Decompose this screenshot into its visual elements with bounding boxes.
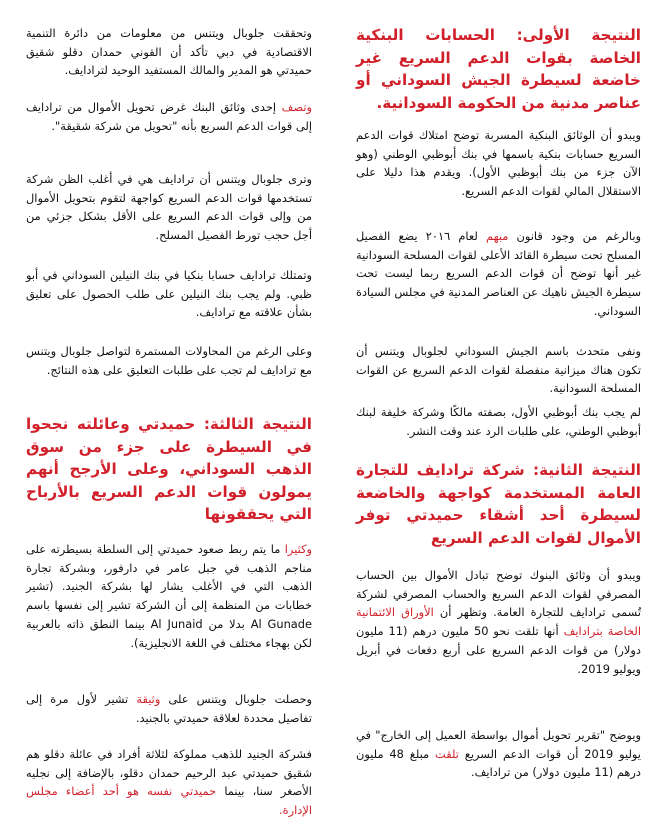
highlight-run: الأوراق الائتمانية الخاصة بترادايف xyxy=(356,605,641,639)
paragraph-law xyxy=(356,227,641,321)
paragraph-army-spokesman xyxy=(356,342,641,398)
paragraph-tradive-transfers-text xyxy=(356,566,641,678)
text-run: ويبدو أن وثائق البنوك توضح تبادل الأموال بين الحساب المصرفي لقوات الدعم السريع والحساب المصرفي لشركة تُسمى ترادايف للتجارة العامة. وتظهر أن xyxy=(356,568,642,620)
highlight-run: حميدتي نفسه هو أحد أعضاء مجلس الإدارة. xyxy=(26,784,312,818)
highlight-run: مبهم xyxy=(486,229,509,243)
text-run: ويوضح "تقرير تحويل أموال بواسطة العميل إلى الخارج" في يوليو 2019 أن قوات الدعم السريع xyxy=(356,728,641,761)
paragraph-document-text xyxy=(26,690,312,727)
paragraph-tradive-transfers xyxy=(356,566,641,678)
finding-three-heading: النتيجة الثالثة: حميدتي وعائلته نجحوا في السيطرة على جزء من سوق الذهب السوداني، وعلى الأرجح أنهم يمولون قوات الدعم السريع بالأرباح التي يحققونها xyxy=(26,415,312,523)
finding-two-heading: النتيجة الثانية: شركة ترادايف للتجارة العامة المستخدمة كواجهة والخاضعة لسيطرة أحد أشقاء حميدتي توفر الأموال لقوات الدعم السريع xyxy=(356,461,641,547)
text-run: تشير لأول مرة إلى تفاصيل محددة لعلاقة حميدتي بالجنيد. xyxy=(26,692,312,725)
text-run: وحصلت جلوبال ويتنس على xyxy=(160,692,312,706)
text-run: مبلغ 48 مليون درهم (11 مليون دولار) من ترادايف. xyxy=(356,746,641,780)
text-run: وبالرغم من وجود قانون xyxy=(508,229,641,243)
paragraph-sister-company xyxy=(26,98,312,135)
paragraph-transfer-report xyxy=(356,726,641,782)
text-run: أنها تلقت نحو 50 مليون درهم (11 مليون دولار) من قوات الدعم السريع على أربع دفعات في أبريل ويوليو 2019. xyxy=(356,624,641,676)
finding-one-heading-block xyxy=(356,24,641,114)
paragraph-nilein-bank-text: وتمتلك ترادايف حسابا بنكيا في بنك النيلين السوداني في أبو ظبي. ولم يجب بنك النيلين على طلب الحصول على تعليق بشأن علاقته مع ترادايف. xyxy=(26,268,312,320)
highlight-run: وكثيرا xyxy=(284,542,312,556)
finding-two-heading-block xyxy=(356,459,641,549)
text-run: ما يتم ربط صعود حميدتي إلى السلطة بسيطرته على مناجم الذهب في جبل عامر في دارفور، وبشركة تجارة الذهب التي في الأغلب يشار لها بشركة الجنيد. (تشير خطابات من المنظمة إلى أن الشركة تشير إلى نفسها باسم Al Gunade بدلا من Al Junaid بينما النطق ذاته بالعربية لكن بهجاء مختلف في اللغة الانجليزية). xyxy=(26,542,313,650)
paragraph-nilein-bank xyxy=(26,266,312,322)
paragraph-no-response-text: وعلى الرغم من المحاولات المستمرة لتواصل جلوبال ويتنس مع ترادايف لم تجب على طلبات التعليق على هذه النتائج. xyxy=(26,344,312,377)
paragraph-bank-response xyxy=(356,403,641,440)
paragraph-army-spokesman-text: ونفى متحدث باسم الجيش السوداني لجلوبال ويتنس أن تكون هناك ميزانية منفصلة لقوات الدعم السريع عن القوات المسلحة السودانية. xyxy=(356,344,641,396)
highlight-run: وتصف xyxy=(281,100,312,114)
paragraph-ownership-text xyxy=(26,745,312,820)
finding-one-heading: النتيجة الأولى: الحسابات البنكية الخاصة بقوات الدعم السريع غير خاضعة لسيطرة الجيش السوداني أو عناصر مدنية من الحكومة السودانية. xyxy=(356,26,641,112)
finding-three-heading-block xyxy=(26,413,312,526)
paragraph-no-response xyxy=(26,342,312,379)
paragraph-gold-mines xyxy=(26,540,312,652)
highlight-run: وثيقة xyxy=(136,692,161,706)
text-run: إحدى وثائق البنك غرض تحويل الأموال من ترادايف إلى قوات الدعم السريع بأنه "تحويل من شركة xyxy=(26,100,312,133)
text-run: شقيقة". xyxy=(51,118,91,133)
paragraph-transfer-report-text xyxy=(356,726,641,782)
paragraph-front-company xyxy=(26,170,312,245)
paragraph-ownership xyxy=(26,745,312,820)
paragraph-dubai-registry xyxy=(26,24,312,80)
paragraph-document xyxy=(26,690,312,727)
paragraph-law-text xyxy=(356,227,641,321)
text-run: لعام ٢٠١٦ يضع الفصيل المسلح تحت سيطرة القائد الأعلى لقوات المسلحة السودانية غير أنها توضح أن قوات الدعم السريع ربما ليست تحت سيطرة الجيش ناهيك عن العناصر المدنية في مجلس السيادة السوداني. xyxy=(356,229,641,318)
paragraph-bank-response-text: لم يجب بنك أبوظبي الأول، بصفته مالكًا وشركة خليفة لبنك أبوظبي الوطني، على طلبات الرد عند وقت النشر. xyxy=(356,405,641,438)
paragraph-bank-accounts xyxy=(356,126,641,201)
highlight-run: تلقت xyxy=(435,746,459,761)
paragraph-gold-mines-text xyxy=(26,540,312,652)
paragraph-dubai-registry-text: وتحققت جلوبال ويتنس من معلومات من دائرة التنمية الاقتصادية في دبي تأكد أن القوني حمدان دقلو شقيق حميدتي هو المدير والمالك المستفيد الوحيد لترادايف. xyxy=(26,26,312,78)
paragraph-sister-company-text xyxy=(26,98,312,135)
paragraph-bank-accounts-text: ويبدو أن الوثائق البنكية المسربة توضح امتلاك قوات الدعم السريع حسابات بنكية باسمها في بنك أبوظبي الوطني (وهو الآن جزء من بنك أبوظبي الأول). ويقدم هذا دليلا على الاستقلال المالي لقوات الدعم السريع. xyxy=(356,128,641,199)
paragraph-front-company-text: وترى جلوبال ويتنس أن ترادايف هي في أغلب الظن شركة تستخدمها قوات الدعم السريع كواجهة لتقوم بتحويل الأموال من وإلى قوات الدعم السريع على الأقل بشكل جزئي من أجل حجب تورط الفصيل المسلح. xyxy=(26,172,312,243)
text-run: فشركة الجنيد للذهب مملوكة لثلاثة أفراد في عائلة دقلو هم شقيق حميدتي عبد الرحيم حمدان دقلو، بالإضافة إلى نجليه الأصغر سنا، بينما xyxy=(26,747,312,799)
